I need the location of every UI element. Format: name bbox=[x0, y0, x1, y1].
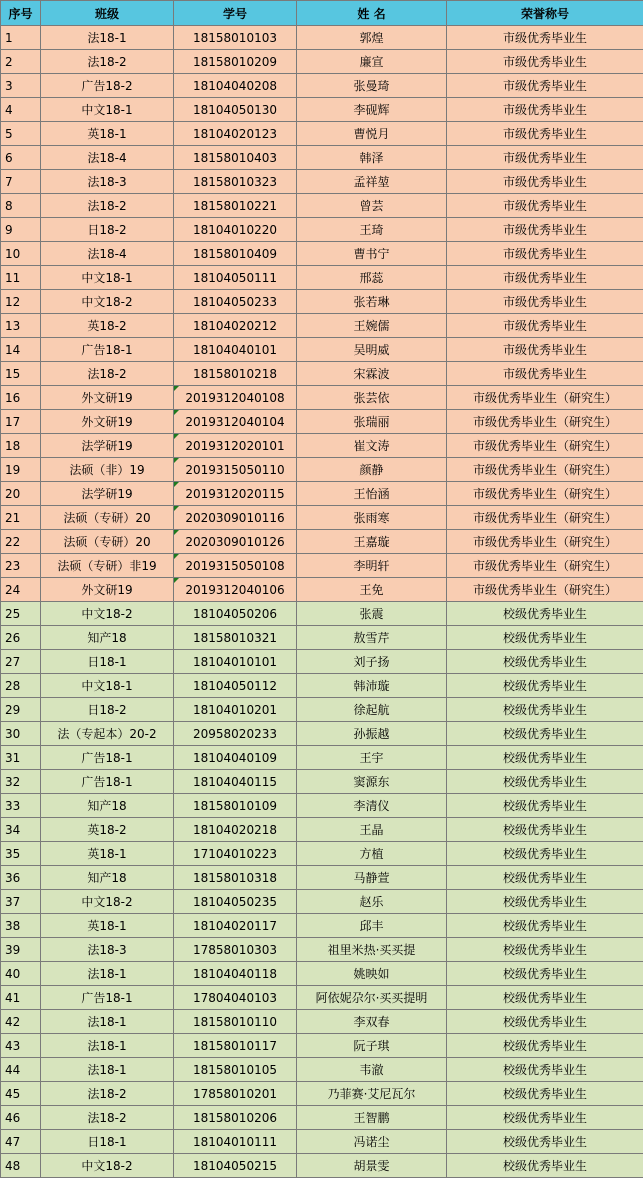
table-row bbox=[1, 770, 643, 794]
row-honor: 市级优秀毕业生（研究生） bbox=[447, 482, 643, 506]
header-class: 班级 bbox=[41, 1, 174, 26]
row-honor: 校级优秀毕业生 bbox=[447, 1058, 643, 1082]
row-honor: 市级优秀毕业生 bbox=[447, 26, 643, 50]
row-class: 法学研19 bbox=[41, 434, 174, 458]
row-class: 法硕（专研）20 bbox=[41, 530, 174, 554]
row-honor: 校级优秀毕业生 bbox=[447, 1106, 643, 1130]
table-row bbox=[1, 98, 643, 122]
row-honor: 校级优秀毕业生 bbox=[447, 746, 643, 770]
row-honor: 市级优秀毕业生 bbox=[447, 50, 643, 74]
row-student-id: 17858010303 bbox=[174, 938, 297, 962]
header-honor: 荣誉称号 bbox=[447, 1, 643, 26]
row-name: 吴明威 bbox=[297, 338, 447, 362]
row-student-id: 18158010105 bbox=[174, 1058, 297, 1082]
row-name: 赵乐 bbox=[297, 890, 447, 914]
row-student-id: 18158010110 bbox=[174, 1010, 297, 1034]
row-name: 邱丰 bbox=[297, 914, 447, 938]
row-index: 34 bbox=[1, 818, 41, 842]
row-student-id: 18104020218 bbox=[174, 818, 297, 842]
row-class: 法18-2 bbox=[41, 362, 174, 386]
table-row bbox=[1, 578, 643, 602]
row-index: 22 bbox=[1, 530, 41, 554]
row-class: 知产18 bbox=[41, 626, 174, 650]
row-name: 敖雪芹 bbox=[297, 626, 447, 650]
row-student-id: 18104040118 bbox=[174, 962, 297, 986]
row-student-id: 18158010403 bbox=[174, 146, 297, 170]
row-honor: 市级优秀毕业生（研究生） bbox=[447, 554, 643, 578]
row-index: 25 bbox=[1, 602, 41, 626]
row-index: 37 bbox=[1, 890, 41, 914]
row-student-id: 18158010218 bbox=[174, 362, 297, 386]
table-row bbox=[1, 290, 643, 314]
row-honor: 校级优秀毕业生 bbox=[447, 914, 643, 938]
row-class: 法18-1 bbox=[41, 26, 174, 50]
table-row bbox=[1, 338, 643, 362]
row-student-id: 18104020117 bbox=[174, 914, 297, 938]
row-name: 张雨寒 bbox=[297, 506, 447, 530]
row-name: 韩泽 bbox=[297, 146, 447, 170]
row-student-id: 2020309010126 bbox=[174, 530, 297, 554]
row-name: 颜静 bbox=[297, 458, 447, 482]
row-class: 英18-2 bbox=[41, 818, 174, 842]
row-honor: 校级优秀毕业生 bbox=[447, 674, 643, 698]
row-class: 中文18-2 bbox=[41, 290, 174, 314]
row-class: 广告18-1 bbox=[41, 746, 174, 770]
row-class: 法18-2 bbox=[41, 1082, 174, 1106]
table-row bbox=[1, 266, 643, 290]
row-honor: 市级优秀毕业生 bbox=[447, 218, 643, 242]
row-index: 14 bbox=[1, 338, 41, 362]
row-honor: 校级优秀毕业生 bbox=[447, 866, 643, 890]
row-name: 李砚辉 bbox=[297, 98, 447, 122]
row-student-id: 18104050130 bbox=[174, 98, 297, 122]
row-name: 张芸依 bbox=[297, 386, 447, 410]
row-name: 廉宣 bbox=[297, 50, 447, 74]
row-index: 9 bbox=[1, 218, 41, 242]
row-index: 30 bbox=[1, 722, 41, 746]
header-index: 序号 bbox=[1, 1, 41, 26]
table-row bbox=[1, 362, 643, 386]
row-class: 法18-4 bbox=[41, 146, 174, 170]
table-row bbox=[1, 1154, 643, 1178]
row-honor: 市级优秀毕业生 bbox=[447, 338, 643, 362]
row-student-id: 2019312020101 bbox=[174, 434, 297, 458]
row-class: 法18-1 bbox=[41, 1058, 174, 1082]
table-row bbox=[1, 650, 643, 674]
row-student-id: 18158010209 bbox=[174, 50, 297, 74]
table-row bbox=[1, 962, 643, 986]
row-class: 法18-2 bbox=[41, 50, 174, 74]
table-row bbox=[1, 458, 643, 482]
row-student-id: 18104020212 bbox=[174, 314, 297, 338]
row-index: 32 bbox=[1, 770, 41, 794]
row-index: 19 bbox=[1, 458, 41, 482]
row-honor: 市级优秀毕业生 bbox=[447, 266, 643, 290]
table-row bbox=[1, 602, 643, 626]
row-student-id: 17804040103 bbox=[174, 986, 297, 1010]
row-honor: 市级优秀毕业生 bbox=[447, 362, 643, 386]
row-index: 18 bbox=[1, 434, 41, 458]
header-student-id: 学号 bbox=[174, 1, 297, 26]
row-index: 21 bbox=[1, 506, 41, 530]
row-name: 马静萱 bbox=[297, 866, 447, 890]
row-name: 冯诺尘 bbox=[297, 1130, 447, 1154]
row-class: 法18-2 bbox=[41, 1106, 174, 1130]
row-student-id: 18104050215 bbox=[174, 1154, 297, 1178]
row-student-id: 18104050235 bbox=[174, 890, 297, 914]
row-index: 8 bbox=[1, 194, 41, 218]
row-student-id: 20958020233 bbox=[174, 722, 297, 746]
row-index: 11 bbox=[1, 266, 41, 290]
table-row bbox=[1, 122, 643, 146]
table-row bbox=[1, 242, 643, 266]
row-honor: 市级优秀毕业生（研究生） bbox=[447, 578, 643, 602]
row-name: 曹书宁 bbox=[297, 242, 447, 266]
row-name: 李明轩 bbox=[297, 554, 447, 578]
row-class: 法硕（专研）非19 bbox=[41, 554, 174, 578]
row-student-id: 18104010111 bbox=[174, 1130, 297, 1154]
row-student-id: 18104040101 bbox=[174, 338, 297, 362]
row-name: 姚映如 bbox=[297, 962, 447, 986]
row-class: 广告18-2 bbox=[41, 74, 174, 98]
row-student-id: 2019315050108 bbox=[174, 554, 297, 578]
row-student-id: 2019315050110 bbox=[174, 458, 297, 482]
row-name: 王怡涵 bbox=[297, 482, 447, 506]
table-row bbox=[1, 74, 643, 98]
row-class: 知产18 bbox=[41, 866, 174, 890]
row-name: 孙振越 bbox=[297, 722, 447, 746]
table-header bbox=[1, 1, 643, 26]
row-student-id: 18104050111 bbox=[174, 266, 297, 290]
row-student-id: 18104050233 bbox=[174, 290, 297, 314]
row-honor: 市级优秀毕业生 bbox=[447, 122, 643, 146]
row-class: 法18-3 bbox=[41, 170, 174, 194]
row-index: 17 bbox=[1, 410, 41, 434]
row-honor: 校级优秀毕业生 bbox=[447, 986, 643, 1010]
row-name: 崔文涛 bbox=[297, 434, 447, 458]
row-index: 26 bbox=[1, 626, 41, 650]
row-honor: 校级优秀毕业生 bbox=[447, 1082, 643, 1106]
row-honor: 市级优秀毕业生（研究生） bbox=[447, 458, 643, 482]
row-index: 31 bbox=[1, 746, 41, 770]
row-name: 王宇 bbox=[297, 746, 447, 770]
row-honor: 市级优秀毕业生 bbox=[447, 74, 643, 98]
row-index: 1 bbox=[1, 26, 41, 50]
row-name: 阮子琪 bbox=[297, 1034, 447, 1058]
table-row bbox=[1, 842, 643, 866]
row-class: 英18-1 bbox=[41, 842, 174, 866]
row-honor: 校级优秀毕业生 bbox=[447, 890, 643, 914]
row-index: 47 bbox=[1, 1130, 41, 1154]
row-index: 16 bbox=[1, 386, 41, 410]
row-name: 郭煌 bbox=[297, 26, 447, 50]
row-name: 曹悦月 bbox=[297, 122, 447, 146]
row-name: 宋霖波 bbox=[297, 362, 447, 386]
row-name: 王嘉璇 bbox=[297, 530, 447, 554]
row-honor: 校级优秀毕业生 bbox=[447, 722, 643, 746]
row-class: 法18-1 bbox=[41, 962, 174, 986]
row-student-id: 2019312040104 bbox=[174, 410, 297, 434]
row-name: 王婉儒 bbox=[297, 314, 447, 338]
table-row bbox=[1, 386, 643, 410]
row-student-id: 18158010321 bbox=[174, 626, 297, 650]
row-index: 45 bbox=[1, 1082, 41, 1106]
row-honor: 校级优秀毕业生 bbox=[447, 842, 643, 866]
row-honor: 校级优秀毕业生 bbox=[447, 770, 643, 794]
row-name: 张震 bbox=[297, 602, 447, 626]
row-class: 法硕（专研）20 bbox=[41, 506, 174, 530]
row-index: 36 bbox=[1, 866, 41, 890]
row-honor: 校级优秀毕业生 bbox=[447, 1034, 643, 1058]
row-index: 38 bbox=[1, 914, 41, 938]
row-class: 外文研19 bbox=[41, 410, 174, 434]
row-class: 中文18-1 bbox=[41, 266, 174, 290]
row-index: 44 bbox=[1, 1058, 41, 1082]
row-honor: 市级优秀毕业生 bbox=[447, 290, 643, 314]
row-student-id: 18104050112 bbox=[174, 674, 297, 698]
row-class: 中文18-1 bbox=[41, 674, 174, 698]
row-class: 知产18 bbox=[41, 794, 174, 818]
header-name: 姓 名 bbox=[297, 1, 447, 26]
table-row bbox=[1, 698, 643, 722]
row-index: 7 bbox=[1, 170, 41, 194]
row-class: 日18-2 bbox=[41, 698, 174, 722]
row-student-id: 18158010323 bbox=[174, 170, 297, 194]
row-index: 12 bbox=[1, 290, 41, 314]
row-index: 42 bbox=[1, 1010, 41, 1034]
row-name: 李清仪 bbox=[297, 794, 447, 818]
row-honor: 市级优秀毕业生 bbox=[447, 314, 643, 338]
row-honor: 校级优秀毕业生 bbox=[447, 818, 643, 842]
row-student-id: 18104050206 bbox=[174, 602, 297, 626]
row-honor: 校级优秀毕业生 bbox=[447, 1154, 643, 1178]
table-row bbox=[1, 818, 643, 842]
row-honor: 市级优秀毕业生 bbox=[447, 194, 643, 218]
row-honor: 市级优秀毕业生（研究生） bbox=[447, 386, 643, 410]
row-class: 日18-2 bbox=[41, 218, 174, 242]
row-honor: 校级优秀毕业生 bbox=[447, 1010, 643, 1034]
row-honor: 市级优秀毕业生（研究生） bbox=[447, 434, 643, 458]
row-name: 张曼琦 bbox=[297, 74, 447, 98]
row-index: 35 bbox=[1, 842, 41, 866]
row-class: 广告18-1 bbox=[41, 986, 174, 1010]
table-row bbox=[1, 146, 643, 170]
row-student-id: 2019312040106 bbox=[174, 578, 297, 602]
table-row bbox=[1, 506, 643, 530]
row-index: 4 bbox=[1, 98, 41, 122]
row-class: 法18-1 bbox=[41, 1034, 174, 1058]
row-student-id: 18158010109 bbox=[174, 794, 297, 818]
row-honor: 市级优秀毕业生 bbox=[447, 146, 643, 170]
table-row bbox=[1, 722, 643, 746]
row-honor: 市级优秀毕业生（研究生） bbox=[447, 410, 643, 434]
row-class: 英18-1 bbox=[41, 914, 174, 938]
row-student-id: 18104040208 bbox=[174, 74, 297, 98]
row-student-id: 18158010318 bbox=[174, 866, 297, 890]
row-honor: 校级优秀毕业生 bbox=[447, 794, 643, 818]
row-honor: 校级优秀毕业生 bbox=[447, 626, 643, 650]
row-class: 英18-1 bbox=[41, 122, 174, 146]
row-class: 法硕（非）19 bbox=[41, 458, 174, 482]
row-index: 39 bbox=[1, 938, 41, 962]
table-row bbox=[1, 170, 643, 194]
row-class: 法18-1 bbox=[41, 1010, 174, 1034]
row-index: 2 bbox=[1, 50, 41, 74]
table-row bbox=[1, 914, 643, 938]
row-student-id: 2019312040108 bbox=[174, 386, 297, 410]
row-class: 中文18-1 bbox=[41, 98, 174, 122]
row-index: 5 bbox=[1, 122, 41, 146]
row-index: 13 bbox=[1, 314, 41, 338]
table-row bbox=[1, 674, 643, 698]
row-honor: 校级优秀毕业生 bbox=[447, 698, 643, 722]
table-row bbox=[1, 1082, 643, 1106]
row-index: 15 bbox=[1, 362, 41, 386]
row-name: 邢蕊 bbox=[297, 266, 447, 290]
row-honor: 校级优秀毕业生 bbox=[447, 938, 643, 962]
row-index: 24 bbox=[1, 578, 41, 602]
row-index: 41 bbox=[1, 986, 41, 1010]
row-name: 王晶 bbox=[297, 818, 447, 842]
row-index: 40 bbox=[1, 962, 41, 986]
row-index: 28 bbox=[1, 674, 41, 698]
table-row bbox=[1, 746, 643, 770]
row-class: 法18-2 bbox=[41, 194, 174, 218]
row-class: 法（专起本）20-2 bbox=[41, 722, 174, 746]
row-class: 外文研19 bbox=[41, 578, 174, 602]
table-row bbox=[1, 986, 643, 1010]
row-index: 6 bbox=[1, 146, 41, 170]
row-name: 阿依妮尕尔·买买提明 bbox=[297, 986, 447, 1010]
row-student-id: 18158010409 bbox=[174, 242, 297, 266]
table-row bbox=[1, 866, 643, 890]
row-honor: 校级优秀毕业生 bbox=[447, 650, 643, 674]
row-name: 王智鹏 bbox=[297, 1106, 447, 1130]
row-name: 祖里米热·买买提 bbox=[297, 938, 447, 962]
row-name: 王免 bbox=[297, 578, 447, 602]
row-class: 中文18-2 bbox=[41, 1154, 174, 1178]
row-index: 29 bbox=[1, 698, 41, 722]
row-index: 33 bbox=[1, 794, 41, 818]
row-index: 43 bbox=[1, 1034, 41, 1058]
row-name: 孟祥堃 bbox=[297, 170, 447, 194]
row-index: 46 bbox=[1, 1106, 41, 1130]
table-row bbox=[1, 794, 643, 818]
row-name: 张瑞丽 bbox=[297, 410, 447, 434]
row-name: 刘子扬 bbox=[297, 650, 447, 674]
row-class: 外文研19 bbox=[41, 386, 174, 410]
row-student-id: 18158010221 bbox=[174, 194, 297, 218]
row-name: 方植 bbox=[297, 842, 447, 866]
table-row bbox=[1, 890, 643, 914]
row-class: 中文18-2 bbox=[41, 602, 174, 626]
row-name: 韦澈 bbox=[297, 1058, 447, 1082]
row-honor: 市级优秀毕业生 bbox=[447, 170, 643, 194]
table-row bbox=[1, 938, 643, 962]
row-honor: 校级优秀毕业生 bbox=[447, 1130, 643, 1154]
table-row bbox=[1, 1034, 643, 1058]
row-student-id: 18104010220 bbox=[174, 218, 297, 242]
row-student-id: 18158010117 bbox=[174, 1034, 297, 1058]
row-honor: 市级优秀毕业生（研究生） bbox=[447, 506, 643, 530]
row-student-id: 17858010201 bbox=[174, 1082, 297, 1106]
header-row bbox=[1, 1, 643, 26]
table-row bbox=[1, 194, 643, 218]
row-index: 20 bbox=[1, 482, 41, 506]
row-honor: 校级优秀毕业生 bbox=[447, 602, 643, 626]
row-class: 广告18-1 bbox=[41, 770, 174, 794]
row-class: 法18-3 bbox=[41, 938, 174, 962]
row-name: 胡景雯 bbox=[297, 1154, 447, 1178]
row-student-id: 2020309010116 bbox=[174, 506, 297, 530]
row-class: 英18-2 bbox=[41, 314, 174, 338]
row-class: 中文18-2 bbox=[41, 890, 174, 914]
row-class: 广告18-1 bbox=[41, 338, 174, 362]
table-row bbox=[1, 434, 643, 458]
table-row bbox=[1, 314, 643, 338]
table-body bbox=[1, 26, 643, 1178]
row-student-id: 17104010223 bbox=[174, 842, 297, 866]
row-index: 10 bbox=[1, 242, 41, 266]
row-index: 23 bbox=[1, 554, 41, 578]
table-row bbox=[1, 482, 643, 506]
row-name: 窦源东 bbox=[297, 770, 447, 794]
table-row bbox=[1, 218, 643, 242]
table-row bbox=[1, 1058, 643, 1082]
row-name: 乃菲赛·艾尼瓦尔 bbox=[297, 1082, 447, 1106]
row-student-id: 18104020123 bbox=[174, 122, 297, 146]
row-name: 王琦 bbox=[297, 218, 447, 242]
row-name: 韩沛璇 bbox=[297, 674, 447, 698]
row-index: 3 bbox=[1, 74, 41, 98]
row-honor: 市级优秀毕业生（研究生） bbox=[447, 530, 643, 554]
row-honor: 市级优秀毕业生 bbox=[447, 98, 643, 122]
table-row bbox=[1, 626, 643, 650]
row-student-id: 18104010201 bbox=[174, 698, 297, 722]
row-name: 张若琳 bbox=[297, 290, 447, 314]
table-row bbox=[1, 1106, 643, 1130]
table-row bbox=[1, 554, 643, 578]
row-student-id: 18158010103 bbox=[174, 26, 297, 50]
row-student-id: 18158010206 bbox=[174, 1106, 297, 1130]
row-student-id: 18104010101 bbox=[174, 650, 297, 674]
table-row bbox=[1, 26, 643, 50]
row-class: 法学研19 bbox=[41, 482, 174, 506]
table-row bbox=[1, 410, 643, 434]
row-name: 李双春 bbox=[297, 1010, 447, 1034]
row-name: 徐起航 bbox=[297, 698, 447, 722]
table-row bbox=[1, 50, 643, 74]
row-class: 法18-4 bbox=[41, 242, 174, 266]
row-student-id: 2019312020115 bbox=[174, 482, 297, 506]
row-honor: 市级优秀毕业生 bbox=[447, 242, 643, 266]
row-class: 日18-1 bbox=[41, 1130, 174, 1154]
row-class: 日18-1 bbox=[41, 650, 174, 674]
row-index: 48 bbox=[1, 1154, 41, 1178]
table-row bbox=[1, 1130, 643, 1154]
table-row bbox=[1, 530, 643, 554]
row-honor: 校级优秀毕业生 bbox=[447, 962, 643, 986]
row-name: 曾芸 bbox=[297, 194, 447, 218]
row-student-id: 18104040109 bbox=[174, 746, 297, 770]
row-index: 27 bbox=[1, 650, 41, 674]
row-student-id: 18104040115 bbox=[174, 770, 297, 794]
table-row bbox=[1, 1010, 643, 1034]
